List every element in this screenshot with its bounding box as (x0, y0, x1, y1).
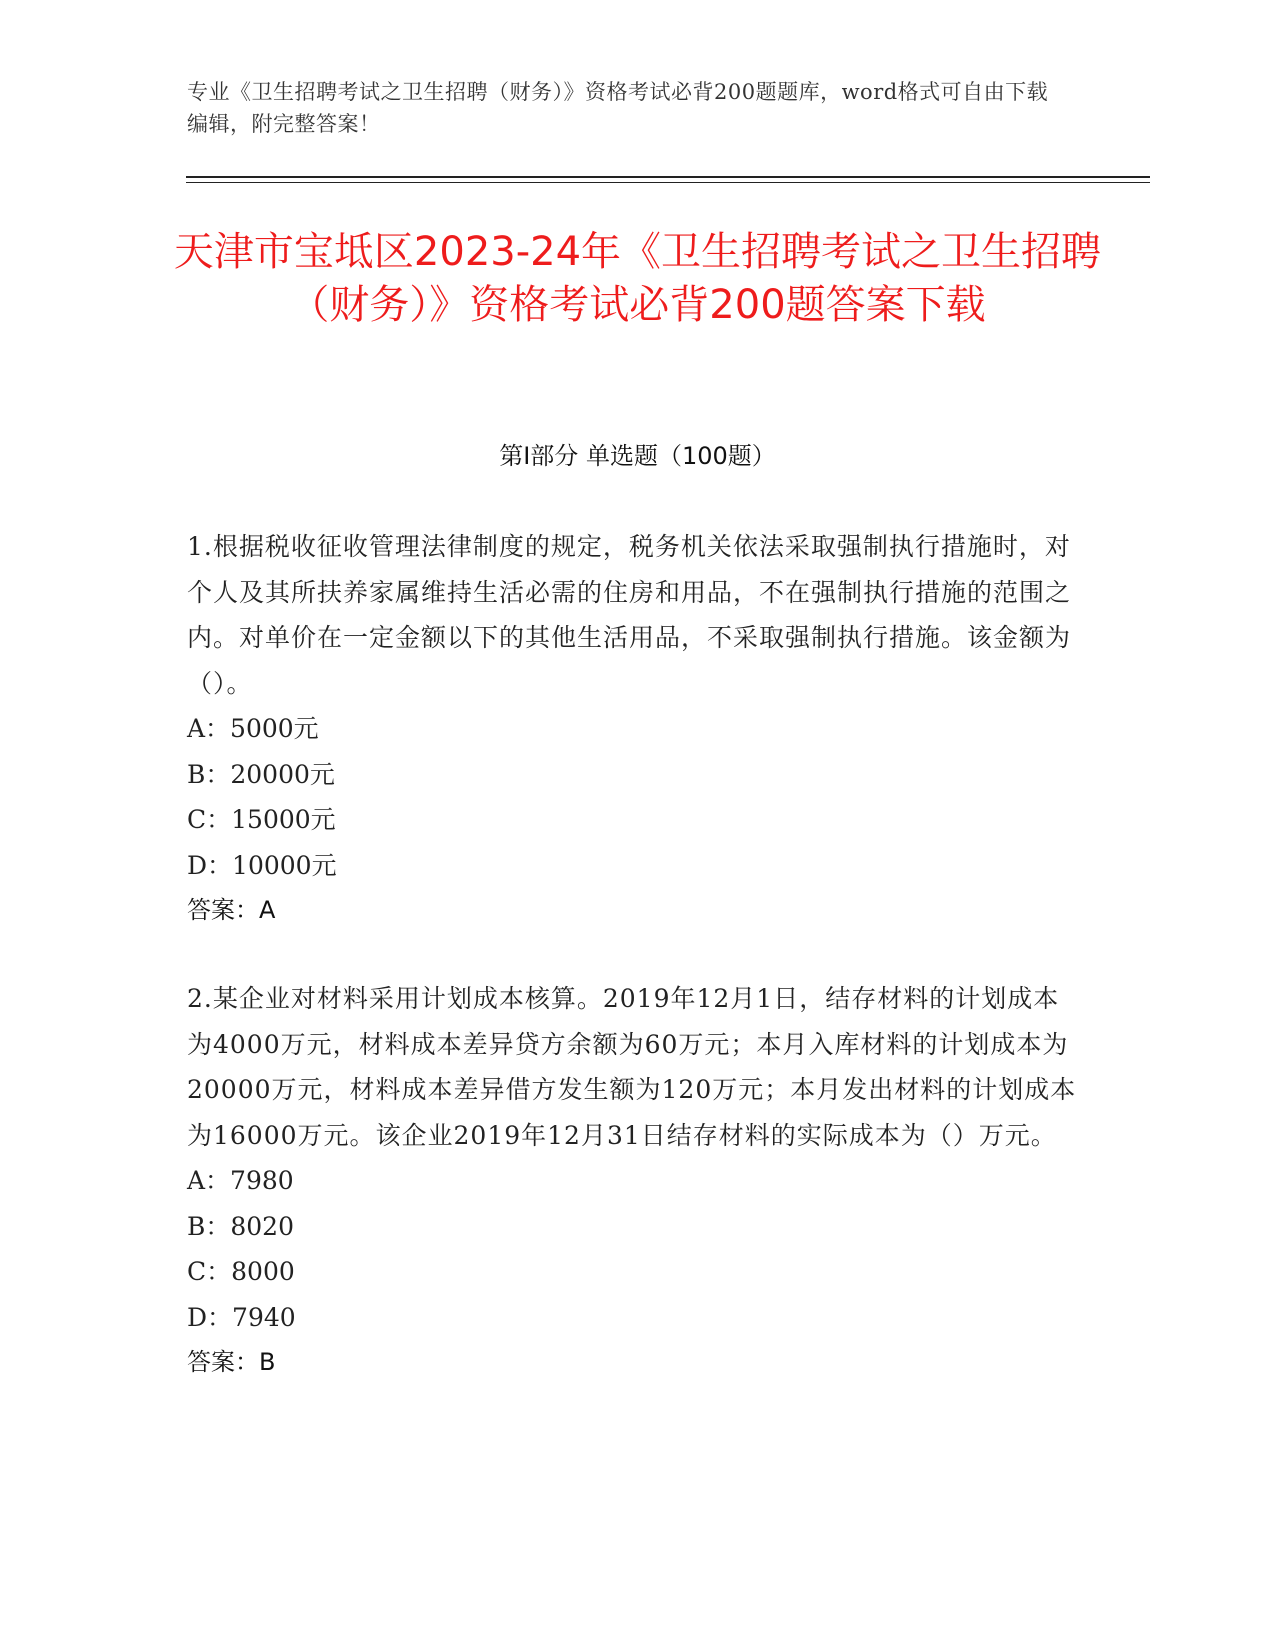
option-b: B：20000元 (187, 759, 335, 789)
answer: 答案：A (187, 896, 276, 924)
option-d: D：10000元 (187, 850, 337, 880)
question-stem: 2.某企业对材料采用计划成本核算。2019年12月1日，结存材料的计划成本为4000万元，材料成本差异贷方余额为60万元；本月入库材料的计划成本为20000万元，材料成本差异借方发生额为120万元；本月发出材料的计划成本为16000万元。该企业2019年12月31日结存材料的实际成本为（）万元。 (187, 984, 1077, 1150)
option-d: D：7940 (187, 1302, 296, 1332)
option-a: A：7980 (187, 1166, 294, 1195)
answer: 答案：B (187, 1348, 276, 1376)
header-note: 专业《卫生招聘考试之卫生招聘（财务）》资格考试必背200题题库，word格式可自由下载编辑，附完整答案！ (187, 80, 1049, 136)
option-a: A：5000元 (187, 714, 319, 743)
option-c: C：15000元 (187, 805, 336, 834)
header-divider-thick (186, 176, 1150, 178)
section-title: 第I部分 单选题（100题） (499, 442, 776, 470)
document-title: 天津市宝坻区2023-24年《卫生招聘考试之卫生招聘（财务）》资格考试必背200题答案下载 (173, 229, 1102, 328)
option-c: C：8000 (187, 1257, 295, 1286)
question-1 (187, 524, 1077, 934)
question-2 (187, 976, 1077, 1386)
question-stem: 1.根据税收征收管理法律制度的规定，税务机关依法采取强制执行措施时，对个人及其所扶养家属维持生活必需的住房和用品，不在强制执行措施的范围之内。对单价在一定金额以下的其他生活用品，不采取强制执行措施。该金额为（）。 (187, 532, 1072, 698)
option-b: B：8020 (187, 1211, 294, 1241)
header-divider-thin (186, 182, 1150, 183)
